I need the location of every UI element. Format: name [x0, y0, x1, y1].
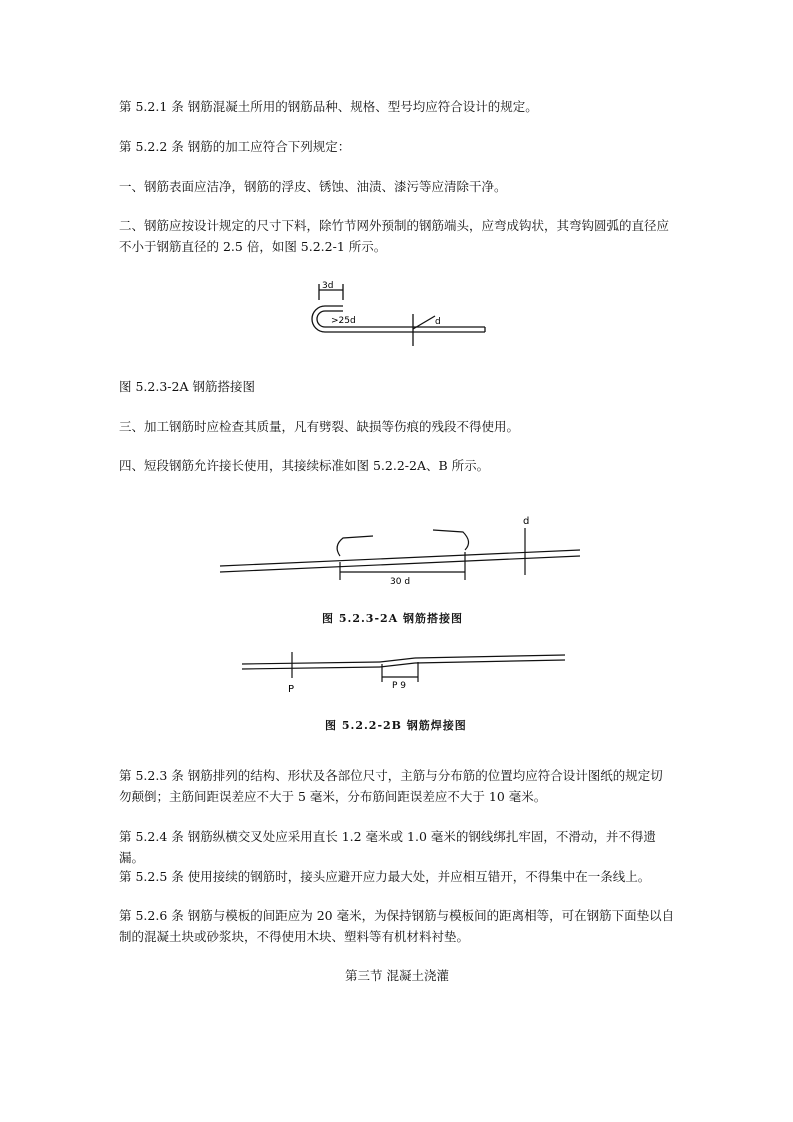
lap-caption: 图 5.2.3-2A 钢筋搭接图: [322, 612, 464, 625]
clause-5-2-6: 第 5.2.6 条 钢筋与模板的间距应为 20 毫米，为保持钢筋与模板间的距离相等，可在钢筋下面垫以自制的混凝土块或砂浆块，不得使用木块、塑料等有机材料衬垫。: [119, 908, 675, 944]
clause-5-2-1: 第 5.2.1 条 钢筋混凝土所用的钢筋品种、规格、型号均应符合设计的规定。: [119, 99, 538, 114]
clause-5-2-4: 第 5.2.4 条 钢筋纵横交叉处应采用直长 1.2 毫米或 1.0 毫米的钢线绑扎牢固，不滑动，并不得遗漏。: [119, 829, 656, 865]
clause-item-3: 三、加工钢筋时应检查其质量，凡有劈裂、缺损等伤痕的残段不得使用。: [119, 419, 520, 434]
clause-5-2-2: 第 5.2.2 条 钢筋的加工应符合下列规定：: [119, 139, 351, 154]
lap-label-d: d: [523, 516, 530, 527]
weld-caption: 图 5.2.2-2B 钢筋焊接图: [325, 719, 467, 732]
weld-label-p: P: [288, 684, 295, 695]
lap-label-length: 30 d: [390, 577, 411, 587]
hook-label-25d: >25d: [331, 316, 356, 326]
clause-item-2: 二、钢筋应按设计规定的尺寸下料，除竹节网外预制的钢筋端头，应弯成钩状，其弯钩圆弧的直径应不小于钢筋直径的 2.5 倍，如图 5.2.2-1 所示。: [119, 218, 670, 254]
clause-5-2-3: 第 5.2.3 条 钢筋排列的结构、形状及各部位尺寸，主筋与分布筋的位置均应符合设计图纸的规定切勿颠倒；主筋间距误差应不大于 5 毫米，分布筋间距误差应不大于 10 毫米。: [119, 768, 663, 804]
clause-5-2-5: 第 5.2.5 条 使用接续的钢筋时，接头应避开应力最大处，并应相互错开，不得集中在一条线上。: [119, 869, 651, 884]
figure-label-1: 图 5.2.3-2A 钢筋搭接图: [119, 379, 255, 394]
hook-label-3d: 3d: [322, 281, 334, 291]
hook-figure: [295, 276, 495, 356]
hook-label-d: d: [435, 317, 441, 327]
clause-item-4: 四、短段钢筋允许接长使用，其接续标准如图 5.2.2-2A、B 所示。: [119, 458, 490, 473]
weld-label-length: P 9: [392, 681, 407, 691]
weld-figure: [240, 642, 570, 702]
lap-figure: [215, 510, 590, 590]
clause-item-1: 一、钢筋表面应洁净，钢筋的浮皮、锈蚀、油渍、漆污等应清除干净。: [119, 179, 507, 194]
section-title: 第三节 混凝土浇灌: [345, 968, 449, 983]
